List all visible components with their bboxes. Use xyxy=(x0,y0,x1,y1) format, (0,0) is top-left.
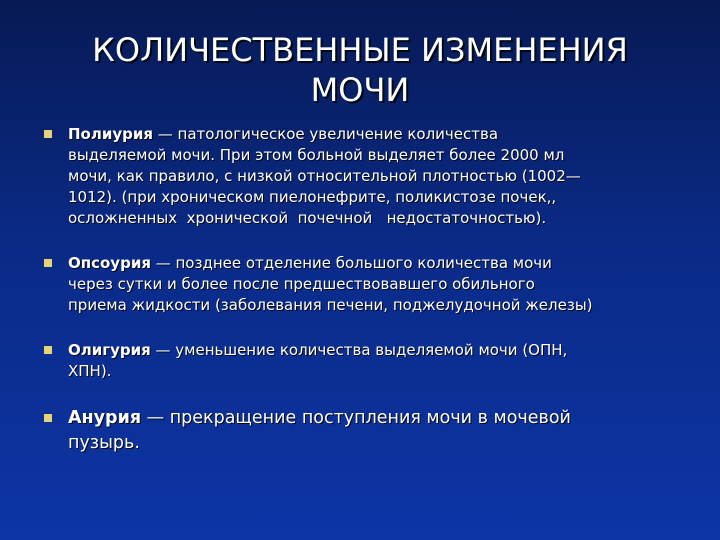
definition-line: — уменьшение количества выделяемой мочи (ОПН, xyxy=(150,341,568,359)
square-bullet-icon xyxy=(44,259,52,267)
list-item-poliuria xyxy=(44,124,684,229)
definition-line: мочи, как правило, с низкой относительной плотностью (1002— xyxy=(68,167,581,185)
term-label: Анурия xyxy=(68,408,142,428)
square-bullet-icon xyxy=(44,414,52,422)
square-bullet-icon xyxy=(44,130,52,138)
definition-line: выделяемой мочи. При этом больной выделяет более 2000 мл xyxy=(68,146,565,164)
definition-line: — прекращение поступления мочи в мочевой xyxy=(141,408,571,428)
term-label: Олигурия xyxy=(68,341,151,359)
definition-line: осложненных хронической почечной недостаточностью). xyxy=(68,209,547,227)
definition-line: 1012). (при хроническом пиелонефрите, поликистозе почек,, xyxy=(68,188,557,206)
square-bullet-icon xyxy=(44,346,52,354)
definition-line: приема жидкости (заболевания печени, поджелудочной железы) xyxy=(68,296,593,314)
slide-title: КОЛИЧЕСТВЕННЫЕ ИЗМЕНЕНИЯ МОЧИ xyxy=(92,31,628,109)
definition-line: через сутки и более после предшествовавшего обильного xyxy=(68,275,535,293)
list-item-anuria xyxy=(44,406,684,456)
list-item-opsouria xyxy=(44,253,684,316)
term-label: Опсоурия xyxy=(68,254,151,272)
term-label: Полиурия xyxy=(68,125,154,143)
definition-line: — патологическое увеличение количества xyxy=(153,125,499,143)
definition-line: ХПН). xyxy=(68,362,112,380)
definition-line: пузырь. xyxy=(68,433,140,453)
list-item-oliguria xyxy=(44,340,684,382)
definition-line: — позднее отделение большого количества мочи xyxy=(150,254,552,272)
bullet-list xyxy=(44,124,684,480)
